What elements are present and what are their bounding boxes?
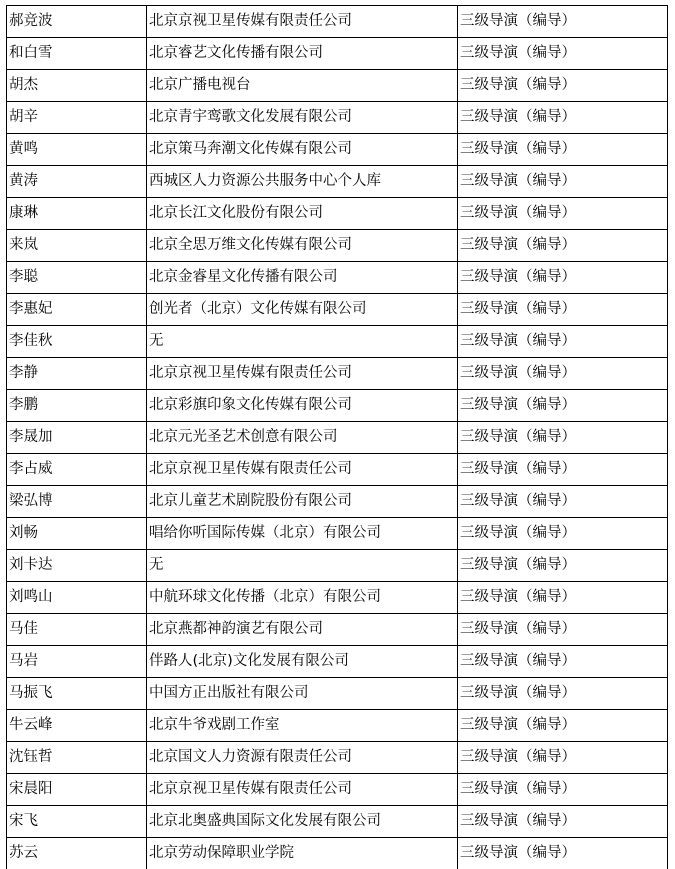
name-cell: 刘畅 — [7, 518, 147, 550]
name-cell: 苏云 — [7, 838, 147, 869]
table-row — [7, 230, 668, 262]
organization-cell: 北京长江文化股份有限公司 — [147, 198, 458, 230]
name-cell: 李占威 — [7, 454, 147, 486]
title-cell: 三级导演（编导） — [458, 710, 668, 742]
table-row — [7, 486, 668, 518]
personnel-table — [6, 5, 668, 869]
name-cell: 牛云峰 — [7, 710, 147, 742]
personnel-table-container — [6, 5, 667, 869]
table-row — [7, 134, 668, 166]
title-cell: 三级导演（编导） — [458, 486, 668, 518]
organization-cell: 北京彩旗印象文化传媒有限公司 — [147, 390, 458, 422]
name-cell: 李佳秋 — [7, 326, 147, 358]
title-cell: 三级导演（编导） — [458, 518, 668, 550]
name-cell: 黄涛 — [7, 166, 147, 198]
organization-cell: 无 — [147, 326, 458, 358]
title-cell: 三级导演（编导） — [458, 358, 668, 390]
title-cell: 三级导演（编导） — [458, 294, 668, 326]
table-row — [7, 326, 668, 358]
organization-cell: 北京青宇鸾歌文化发展有限公司 — [147, 102, 458, 134]
organization-cell: 无 — [147, 550, 458, 582]
table-row — [7, 70, 668, 102]
table-row — [7, 262, 668, 294]
title-cell: 三级导演（编导） — [458, 134, 668, 166]
organization-cell: 北京劳动保障职业学院 — [147, 838, 458, 869]
title-cell: 三级导演（编导） — [458, 422, 668, 454]
table-row — [7, 806, 668, 838]
table-row — [7, 614, 668, 646]
name-cell: 刘鸣山 — [7, 582, 147, 614]
organization-cell: 北京金睿星文化传播有限公司 — [147, 262, 458, 294]
title-cell: 三级导演（编导） — [458, 454, 668, 486]
organization-cell: 北京北奥盛典国际文化发展有限公司 — [147, 806, 458, 838]
name-cell: 郝竞波 — [7, 6, 147, 38]
table-row — [7, 742, 668, 774]
title-cell: 三级导演（编导） — [458, 646, 668, 678]
name-cell: 李静 — [7, 358, 147, 390]
name-cell: 李晟加 — [7, 422, 147, 454]
organization-cell: 北京牛爷戏剧工作室 — [147, 710, 458, 742]
organization-cell: 北京京视卫星传媒有限责任公司 — [147, 358, 458, 390]
title-cell: 三级导演（编导） — [458, 390, 668, 422]
title-cell: 三级导演（编导） — [458, 838, 668, 869]
title-cell: 三级导演（编导） — [458, 166, 668, 198]
title-cell: 三级导演（编导） — [458, 102, 668, 134]
organization-cell: 中航环球文化传播（北京）有限公司 — [147, 582, 458, 614]
title-cell: 三级导演（编导） — [458, 38, 668, 70]
title-cell: 三级导演（编导） — [458, 198, 668, 230]
title-cell: 三级导演（编导） — [458, 774, 668, 806]
name-cell: 李鹏 — [7, 390, 147, 422]
organization-cell: 北京燕都神韵演艺有限公司 — [147, 614, 458, 646]
title-cell: 三级导演（编导） — [458, 70, 668, 102]
title-cell: 三级导演（编导） — [458, 742, 668, 774]
name-cell: 李惠妃 — [7, 294, 147, 326]
table-body — [7, 6, 668, 869]
organization-cell: 北京儿童艺术剧院股份有限公司 — [147, 486, 458, 518]
name-cell: 和白雪 — [7, 38, 147, 70]
table-row — [7, 294, 668, 326]
table-row — [7, 38, 668, 70]
table-row — [7, 102, 668, 134]
table-row — [7, 678, 668, 710]
organization-cell: 北京睿艺文化传播有限公司 — [147, 38, 458, 70]
title-cell: 三级导演（编导） — [458, 6, 668, 38]
organization-cell: 北京策马奔潮文化传媒有限公司 — [147, 134, 458, 166]
title-cell: 三级导演（编导） — [458, 326, 668, 358]
table-row — [7, 358, 668, 390]
table-row — [7, 198, 668, 230]
table-row — [7, 774, 668, 806]
title-cell: 三级导演（编导） — [458, 806, 668, 838]
name-cell: 马振飞 — [7, 678, 147, 710]
name-cell: 马岩 — [7, 646, 147, 678]
organization-cell: 北京元光圣艺术创意有限公司 — [147, 422, 458, 454]
organization-cell: 北京京视卫星传媒有限责任公司 — [147, 454, 458, 486]
name-cell: 梁弘博 — [7, 486, 147, 518]
organization-cell: 北京全思万维文化传媒有限公司 — [147, 230, 458, 262]
title-cell: 三级导演（编导） — [458, 262, 668, 294]
title-cell: 三级导演（编导） — [458, 550, 668, 582]
table-row — [7, 6, 668, 38]
name-cell: 康琳 — [7, 198, 147, 230]
organization-cell: 北京国文人力资源有限责任公司 — [147, 742, 458, 774]
name-cell: 黄鸣 — [7, 134, 147, 166]
table-row — [7, 166, 668, 198]
table-row — [7, 454, 668, 486]
table-row — [7, 518, 668, 550]
title-cell: 三级导演（编导） — [458, 230, 668, 262]
table-row — [7, 838, 668, 869]
organization-cell: 北京广播电视台 — [147, 70, 458, 102]
table-row — [7, 422, 668, 454]
table-row — [7, 550, 668, 582]
name-cell: 沈钰哲 — [7, 742, 147, 774]
name-cell: 刘卡达 — [7, 550, 147, 582]
organization-cell: 北京京视卫星传媒有限责任公司 — [147, 6, 458, 38]
organization-cell: 伴路人(北京)文化发展有限公司 — [147, 646, 458, 678]
name-cell: 来岚 — [7, 230, 147, 262]
table-row — [7, 646, 668, 678]
name-cell: 宋晨阳 — [7, 774, 147, 806]
organization-cell: 唱给你听国际传媒（北京）有限公司 — [147, 518, 458, 550]
name-cell: 胡杰 — [7, 70, 147, 102]
name-cell: 胡辛 — [7, 102, 147, 134]
organization-cell: 创光者（北京）文化传媒有限公司 — [147, 294, 458, 326]
table-row — [7, 582, 668, 614]
table-row — [7, 710, 668, 742]
title-cell: 三级导演（编导） — [458, 582, 668, 614]
organization-cell: 西城区人力资源公共服务中心个人库 — [147, 166, 458, 198]
organization-cell: 中国方正出版社有限公司 — [147, 678, 458, 710]
name-cell: 马佳 — [7, 614, 147, 646]
name-cell: 李聪 — [7, 262, 147, 294]
title-cell: 三级导演（编导） — [458, 614, 668, 646]
name-cell: 宋飞 — [7, 806, 147, 838]
table-row — [7, 390, 668, 422]
organization-cell: 北京京视卫星传媒有限责任公司 — [147, 774, 458, 806]
title-cell: 三级导演（编导） — [458, 678, 668, 710]
